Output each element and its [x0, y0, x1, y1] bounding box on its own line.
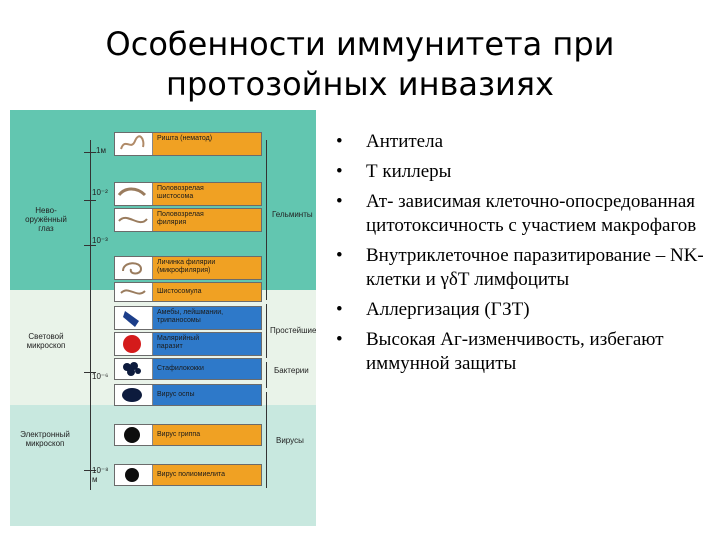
bullet-text: Внутриклеточное паразитирование – NK-клетки и γδТ лимфоциты — [366, 245, 704, 290]
bullet-symbol: • — [336, 245, 343, 266]
malaria-parasite-icon — [115, 333, 153, 355]
item-amoebae — [114, 306, 262, 330]
item-staphylococci — [114, 358, 262, 380]
category-bacteria: Бактерии — [274, 366, 309, 375]
item-label: Половозрелая шистосома — [157, 185, 204, 200]
bullet-item — [336, 160, 720, 184]
item-adult-schistosome — [114, 182, 262, 206]
item-label: Ришта (нематод) — [157, 135, 213, 142]
staphylococci-icon — [115, 359, 153, 379]
item-label: Стафилококки — [157, 365, 204, 372]
item-label: Личинка филярии (микрофилярия) — [157, 259, 216, 274]
label-light-microscope: Световой микроскоп — [26, 332, 66, 350]
label-naked-eye: Нево- оружённый глаз — [25, 206, 67, 233]
item-label: Половозрелая филярия — [157, 211, 204, 226]
bullet-symbol: • — [336, 131, 343, 152]
bracket-helminths — [266, 140, 267, 300]
schistosomula-icon — [115, 283, 153, 301]
category-helminths: Гельминты — [272, 210, 313, 219]
bracket-bacteria — [266, 362, 267, 388]
item-label: Вирус оспы — [157, 391, 195, 398]
bracket-protozoa — [266, 304, 267, 358]
label-electron-microscope: Электронный микроскоп — [20, 430, 70, 448]
bullet-symbol: • — [336, 299, 343, 320]
item-smallpox-virus — [114, 384, 262, 406]
schistosome-icon — [115, 183, 153, 205]
slide-title: Особенности иммунитета при протозойных инвазиях — [105, 25, 615, 103]
item-label: Вирус гриппа — [157, 431, 201, 438]
item-guinea-worm — [114, 132, 262, 156]
bullet-text: Ат- зависимая клеточно-опосредованная цитотоксичность с участием макрофагов — [366, 191, 697, 236]
bracket-viruses — [266, 392, 267, 488]
bullet-symbol: • — [336, 161, 343, 182]
microfilaria-icon — [115, 257, 153, 279]
scale-tick-label: 10⁻⁸ м — [92, 466, 109, 484]
item-label: Вирус полиомиелита — [157, 471, 226, 478]
item-poliomyelitis-virus — [114, 464, 262, 486]
scale-tick-label: 10⁻³ — [92, 236, 108, 245]
filaria-icon — [115, 209, 153, 231]
item-malaria-parasite — [114, 332, 262, 356]
bullet-item — [336, 190, 720, 238]
item-label: Шистосомула — [157, 288, 202, 295]
bullet-item — [336, 328, 720, 376]
scale-tick-label: 10⁻⁶ — [92, 372, 109, 381]
scale-tick — [84, 245, 96, 246]
bullet-symbol: • — [336, 329, 343, 350]
item-influenza-virus — [114, 424, 262, 446]
item-microfilaria — [114, 256, 262, 280]
scale-tick-label: 10⁻² — [92, 188, 108, 197]
influenza-virus-icon — [115, 425, 153, 445]
scale-tick-label: 1м — [96, 146, 106, 155]
bullet-item — [336, 244, 720, 292]
bullet-item — [336, 298, 720, 322]
scale-tick — [84, 152, 96, 153]
worm-icon — [115, 133, 153, 155]
poliovirus-icon — [115, 465, 153, 485]
amoeba-icon — [115, 307, 153, 329]
bullet-list — [336, 130, 720, 382]
category-protozoa: Простейшие — [270, 326, 316, 335]
bullet-text: Антитела — [366, 131, 444, 152]
bullet-text: Аллергизация (ГЗТ) — [366, 299, 530, 320]
item-schistosomula — [114, 282, 262, 302]
scale-axis — [90, 140, 91, 490]
smallpox-virus-icon — [115, 385, 153, 405]
category-viruses: Вирусы — [276, 436, 304, 445]
scale-tick — [84, 200, 96, 201]
bullet-symbol: • — [336, 191, 343, 212]
item-label: Малярийный паразит — [157, 335, 200, 350]
item-adult-filaria — [114, 208, 262, 232]
item-label: Амебы, лейшмании, трипаносомы — [157, 309, 224, 324]
bullet-item — [336, 130, 720, 154]
bullet-text: Т киллеры — [366, 161, 452, 182]
organism-size-figure — [10, 110, 316, 526]
bullet-text: Высокая Аг-изменчивость, избегают иммунной защиты — [366, 329, 664, 374]
